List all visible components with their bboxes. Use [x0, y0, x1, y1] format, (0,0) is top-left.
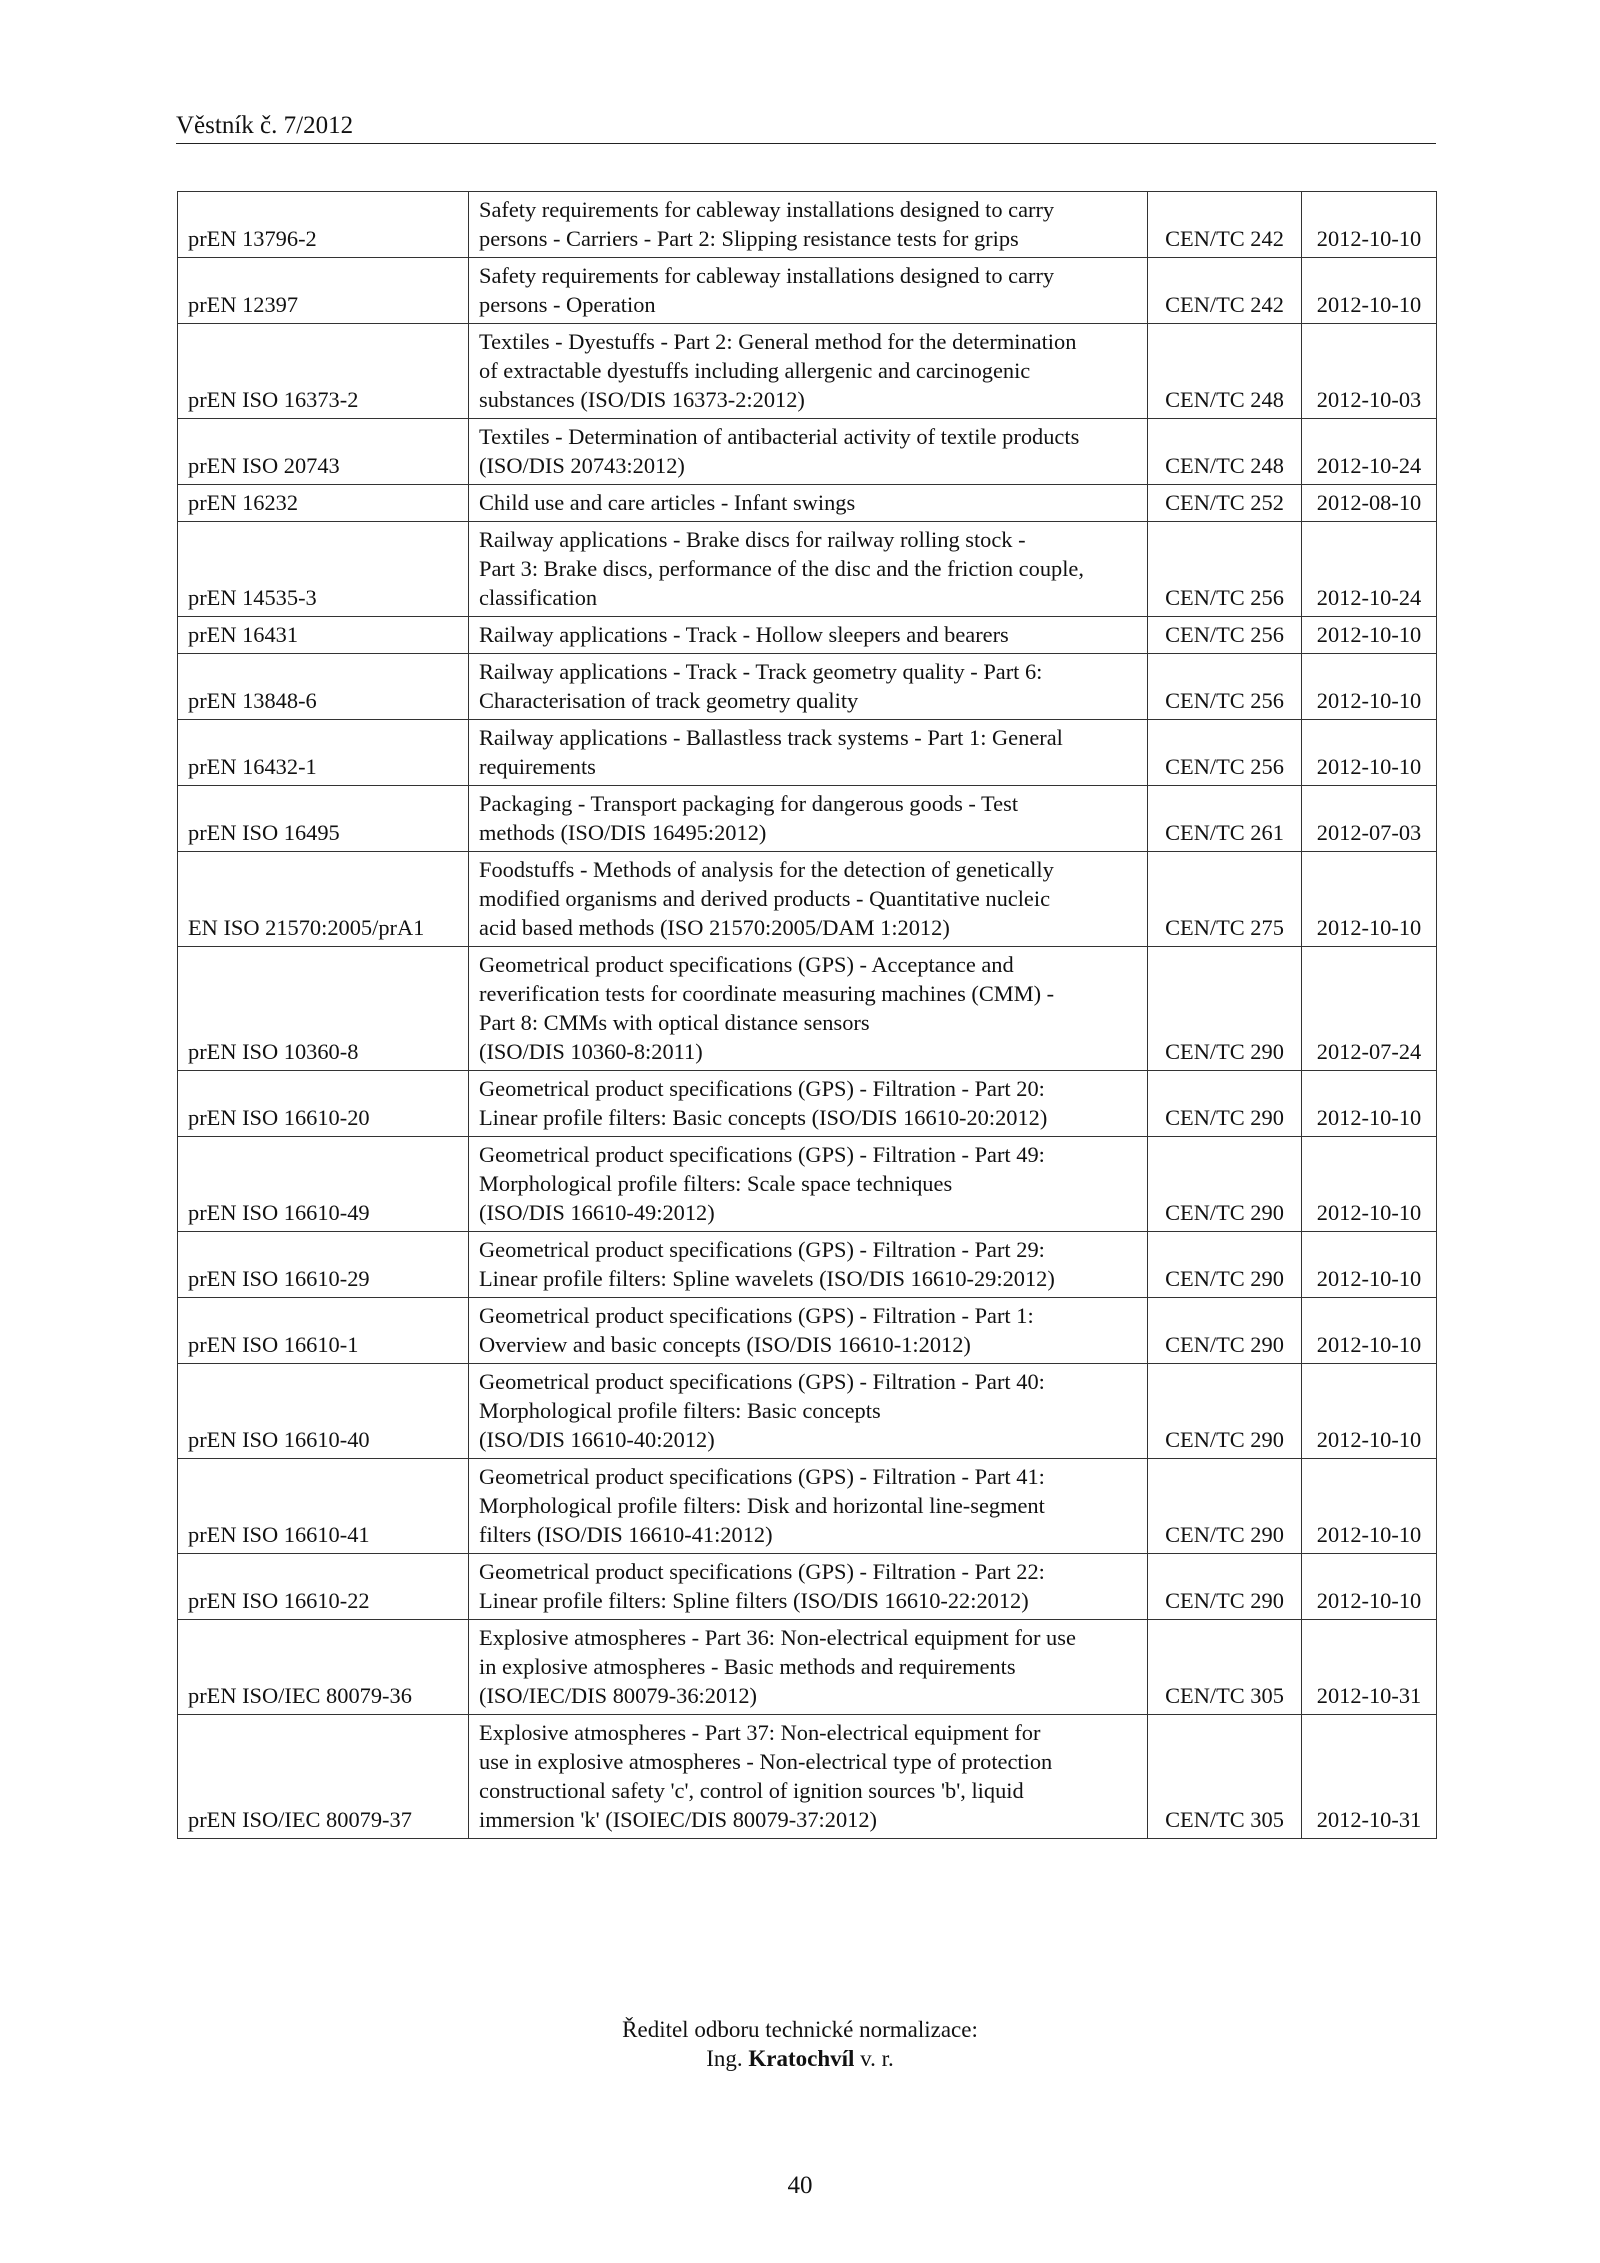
technical-committee: CEN/TC 242	[1148, 192, 1302, 258]
standard-code: prEN ISO 16495	[178, 786, 469, 852]
standard-title-line: Railway applications - Track - Track geometry quality - Part 6:	[479, 659, 1043, 684]
signature-role: Ředitel odboru technické normalizace:	[622, 2017, 978, 2042]
standard-title	[469, 1137, 1148, 1232]
standard-title-line: Geometrical product specifications (GPS) - Filtration - Part 29:	[479, 1237, 1045, 1262]
standard-title-line: Safety requirements for cableway installations designed to carry	[479, 197, 1055, 222]
standard-title-line: (ISO/DIS 16610-49:2012)	[479, 1200, 715, 1225]
standard-title	[469, 1298, 1148, 1364]
standard-title	[469, 324, 1148, 419]
standard-title-line: Railway applications - Track - Hollow sleepers and bearers	[479, 622, 1009, 647]
standard-title-line: Morphological profile filters: Scale space techniques	[479, 1171, 953, 1196]
deadline-date: 2012-10-10	[1302, 617, 1437, 654]
standards-table-body	[178, 192, 1437, 1839]
standard-title-line: (ISO/DIS 10360-8:2011)	[479, 1039, 703, 1064]
table-row	[178, 1554, 1437, 1620]
standard-code: prEN ISO 16610-22	[178, 1554, 469, 1620]
technical-committee: CEN/TC 256	[1148, 522, 1302, 617]
deadline-date: 2012-10-10	[1302, 1232, 1437, 1298]
deadline-date: 2012-10-10	[1302, 1137, 1437, 1232]
standard-title-line: immersion 'k' (ISOIEC/DIS 80079-37:2012)	[479, 1807, 878, 1832]
deadline-date: 2012-07-03	[1302, 786, 1437, 852]
signature-prefix: Ing.	[706, 2046, 743, 2071]
standard-code: prEN 16232	[178, 485, 469, 522]
standard-title-line: Railway applications - Ballastless track systems - Part 1: General	[479, 725, 1063, 750]
deadline-date: 2012-10-10	[1302, 1071, 1437, 1137]
signature-suffix: v. r.	[860, 2046, 894, 2071]
standard-title-line: constructional safety 'c', control of ignition sources 'b', liquid	[479, 1778, 1024, 1803]
table-row	[178, 1715, 1437, 1839]
standard-title	[469, 1620, 1148, 1715]
signature-block	[0, 2015, 1600, 2073]
standard-code: prEN ISO 16610-41	[178, 1459, 469, 1554]
standard-title-line: Geometrical product specifications (GPS) - Filtration - Part 22:	[479, 1559, 1045, 1584]
table-row	[178, 1232, 1437, 1298]
standard-title	[469, 1364, 1148, 1459]
standard-code: prEN ISO 20743	[178, 419, 469, 485]
standard-title	[469, 947, 1148, 1071]
standard-title	[469, 1554, 1148, 1620]
standard-title-line: Linear profile filters: Basic concepts (ISO/DIS 16610-20:2012)	[479, 1105, 1048, 1130]
deadline-date: 2012-10-10	[1302, 1364, 1437, 1459]
standard-code: prEN ISO 16610-1	[178, 1298, 469, 1364]
standard-code: prEN ISO/IEC 80079-36	[178, 1620, 469, 1715]
standard-title-line: (ISO/IEC/DIS 80079-36:2012)	[479, 1683, 758, 1708]
signature-name-line	[0, 2044, 1600, 2073]
table-row	[178, 522, 1437, 617]
table-row	[178, 852, 1437, 947]
table-row	[178, 1137, 1437, 1232]
technical-committee: CEN/TC 248	[1148, 324, 1302, 419]
standard-title-line: Geometrical product specifications (GPS) - Filtration - Part 40:	[479, 1369, 1045, 1394]
standard-title	[469, 522, 1148, 617]
standard-title-line: persons - Operation	[479, 292, 656, 317]
technical-committee: CEN/TC 256	[1148, 654, 1302, 720]
standard-title-line: Geometrical product specifications (GPS) - Acceptance and	[479, 952, 1014, 977]
table-row	[178, 617, 1437, 654]
technical-committee: CEN/TC 261	[1148, 786, 1302, 852]
table-row	[178, 258, 1437, 324]
table-row	[178, 1620, 1437, 1715]
technical-committee: CEN/TC 290	[1148, 1364, 1302, 1459]
table-row	[178, 192, 1437, 258]
journal-title: Věstník č. 7/2012	[176, 112, 354, 139]
standard-title-line: Morphological profile filters: Disk and horizontal line-segment	[479, 1493, 1045, 1518]
standard-title-line: use in explosive atmospheres - Non-electrical type of protection	[479, 1749, 1053, 1774]
deadline-date: 2012-10-31	[1302, 1715, 1437, 1839]
standard-title-line: (ISO/DIS 16610-40:2012)	[479, 1427, 715, 1452]
deadline-date: 2012-10-10	[1302, 720, 1437, 786]
technical-committee: CEN/TC 290	[1148, 1298, 1302, 1364]
deadline-date: 2012-07-24	[1302, 947, 1437, 1071]
standard-code: prEN 13796-2	[178, 192, 469, 258]
deadline-date: 2012-10-10	[1302, 192, 1437, 258]
standard-code: EN ISO 21570:2005/prA1	[178, 852, 469, 947]
table-row	[178, 324, 1437, 419]
standard-title-line: modified organisms and derived products - Quantitative nucleic	[479, 886, 1051, 911]
table-row	[178, 1298, 1437, 1364]
deadline-date: 2012-10-24	[1302, 419, 1437, 485]
standard-title-line: Characterisation of track geometry quality	[479, 688, 859, 713]
standard-title-line: in explosive atmospheres - Basic methods and requirements	[479, 1654, 1016, 1679]
standard-title	[469, 1232, 1148, 1298]
standard-code: prEN ISO 10360-8	[178, 947, 469, 1071]
deadline-date: 2012-10-10	[1302, 1459, 1437, 1554]
standard-title-line: requirements	[479, 754, 596, 779]
standard-title-line: Linear profile filters: Spline filters (ISO/DIS 16610-22:2012)	[479, 1588, 1029, 1613]
table-row	[178, 1071, 1437, 1137]
standard-title-line: substances (ISO/DIS 16373-2:2012)	[479, 387, 805, 412]
standard-code: prEN ISO 16610-20	[178, 1071, 469, 1137]
technical-committee: CEN/TC 248	[1148, 419, 1302, 485]
standard-title-line: Geometrical product specifications (GPS) - Filtration - Part 1:	[479, 1303, 1034, 1328]
standard-title-line: Foodstuffs - Methods of analysis for the detection of genetically	[479, 857, 1054, 882]
deadline-date: 2012-10-10	[1302, 654, 1437, 720]
deadline-date: 2012-10-10	[1302, 852, 1437, 947]
standard-title-line: Explosive atmospheres - Part 37: Non-electrical equipment for	[479, 1720, 1041, 1745]
standard-title	[469, 617, 1148, 654]
deadline-date: 2012-10-10	[1302, 1554, 1437, 1620]
standard-code: prEN ISO/IEC 80079-37	[178, 1715, 469, 1839]
standard-title-line: Explosive atmospheres - Part 36: Non-electrical equipment for use	[479, 1625, 1076, 1650]
standard-title	[469, 485, 1148, 522]
deadline-date: 2012-10-03	[1302, 324, 1437, 419]
deadline-date: 2012-10-31	[1302, 1620, 1437, 1715]
standard-title	[469, 654, 1148, 720]
standard-title-line: Geometrical product specifications (GPS) - Filtration - Part 41:	[479, 1464, 1045, 1489]
deadline-date: 2012-10-10	[1302, 1298, 1437, 1364]
technical-committee: CEN/TC 305	[1148, 1715, 1302, 1839]
standard-title-line: reverification tests for coordinate measuring machines (CMM) -	[479, 981, 1055, 1006]
standard-title-line: Child use and care articles - Infant swings	[479, 490, 856, 515]
table-row	[178, 485, 1437, 522]
deadline-date: 2012-10-10	[1302, 258, 1437, 324]
standard-title-line: Railway applications - Brake discs for railway rolling stock -	[479, 527, 1026, 552]
standard-title-line: Morphological profile filters: Basic concepts	[479, 1398, 881, 1423]
standard-title	[469, 419, 1148, 485]
signature-name: Kratochvíl	[748, 2046, 855, 2071]
technical-committee: CEN/TC 290	[1148, 947, 1302, 1071]
standard-title-line: Part 8: CMMs with optical distance sensors	[479, 1010, 870, 1035]
deadline-date: 2012-10-24	[1302, 522, 1437, 617]
standard-title	[469, 720, 1148, 786]
technical-committee: CEN/TC 290	[1148, 1137, 1302, 1232]
standard-title	[469, 1071, 1148, 1137]
technical-committee: CEN/TC 290	[1148, 1071, 1302, 1137]
technical-committee: CEN/TC 242	[1148, 258, 1302, 324]
standard-code: prEN 16431	[178, 617, 469, 654]
standard-title-line: Textiles - Dyestuffs - Part 2: General method for the determination	[479, 329, 1077, 354]
standard-code: prEN 13848-6	[178, 654, 469, 720]
standard-title-line: Textiles - Determination of antibacterial activity of textile products	[479, 424, 1080, 449]
page-header	[176, 112, 1436, 144]
standard-title-line: Packaging - Transport packaging for dangerous goods - Test	[479, 791, 1019, 816]
standard-title-line: Safety requirements for cableway installations designed to carry	[479, 263, 1055, 288]
standard-title-line: Geometrical product specifications (GPS) - Filtration - Part 49:	[479, 1142, 1045, 1167]
standard-code: prEN 14535-3	[178, 522, 469, 617]
standard-title-line: persons - Carriers - Part 2: Slipping resistance tests for grips	[479, 226, 1019, 251]
standard-title	[469, 258, 1148, 324]
standard-title-line: (ISO/DIS 20743:2012)	[479, 453, 685, 478]
standard-title	[469, 192, 1148, 258]
standard-code: prEN ISO 16610-29	[178, 1232, 469, 1298]
standard-title	[469, 1715, 1148, 1839]
technical-committee: CEN/TC 256	[1148, 720, 1302, 786]
standard-title-line: methods (ISO/DIS 16495:2012)	[479, 820, 767, 845]
page-number: 40	[787, 2172, 813, 2199]
technical-committee: CEN/TC 252	[1148, 485, 1302, 522]
standard-title-line: Overview and basic concepts (ISO/DIS 16610-1:2012)	[479, 1332, 971, 1357]
table-row	[178, 654, 1437, 720]
table-row	[178, 419, 1437, 485]
standard-code: prEN ISO 16610-49	[178, 1137, 469, 1232]
standard-code: prEN ISO 16373-2	[178, 324, 469, 419]
technical-committee: CEN/TC 305	[1148, 1620, 1302, 1715]
standard-title-line: acid based methods (ISO 21570:2005/DAM 1:2012)	[479, 915, 950, 940]
standard-code: prEN ISO 16610-40	[178, 1364, 469, 1459]
standard-title	[469, 786, 1148, 852]
table-row	[178, 720, 1437, 786]
standard-code: prEN 12397	[178, 258, 469, 324]
standards-table	[177, 191, 1437, 1839]
technical-committee: CEN/TC 290	[1148, 1232, 1302, 1298]
table-row	[178, 947, 1437, 1071]
table-row	[178, 1459, 1437, 1554]
technical-committee: CEN/TC 290	[1148, 1459, 1302, 1554]
standard-title-line: Part 3: Brake discs, performance of the disc and the friction couple,	[479, 556, 1084, 581]
standard-title-line: classification	[479, 585, 598, 610]
standard-title	[469, 1459, 1148, 1554]
table-row	[178, 786, 1437, 852]
table-row	[178, 1364, 1437, 1459]
technical-committee: CEN/TC 290	[1148, 1554, 1302, 1620]
standard-code: prEN 16432-1	[178, 720, 469, 786]
standard-title-line: Geometrical product specifications (GPS) - Filtration - Part 20:	[479, 1076, 1045, 1101]
deadline-date: 2012-08-10	[1302, 485, 1437, 522]
standard-title-line: of extractable dyestuffs including allergenic and carcinogenic	[479, 358, 1031, 383]
technical-committee: CEN/TC 275	[1148, 852, 1302, 947]
technical-committee: CEN/TC 256	[1148, 617, 1302, 654]
standard-title-line: filters (ISO/DIS 16610-41:2012)	[479, 1522, 773, 1547]
standard-title-line: Linear profile filters: Spline wavelets (ISO/DIS 16610-29:2012)	[479, 1266, 1055, 1291]
standard-title	[469, 852, 1148, 947]
